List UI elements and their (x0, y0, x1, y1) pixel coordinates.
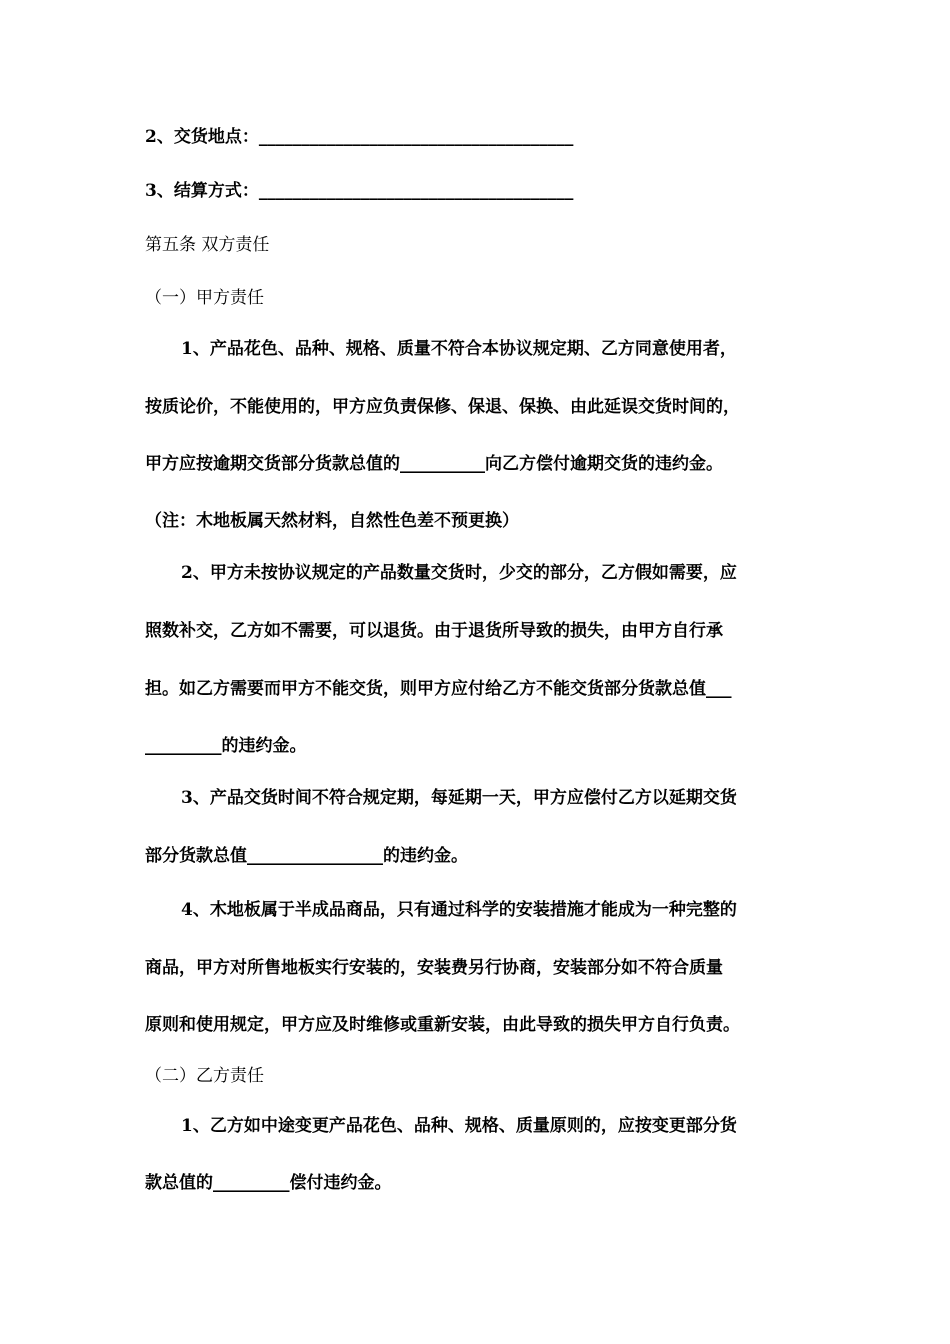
clause-a2-line-4: _________的违约金。 (145, 736, 307, 756)
clause-a3-line-2: 部分货款总值________________的违约金。 (145, 846, 468, 866)
clause-a4-line-1: 4、木地板属于半成品商品，只有通过科学的安装措施才能成为一种完整的 (181, 900, 737, 920)
clause-a1-line-1: 1、产品花色、品种、规格、质量不符合本协议规定期、乙方同意使用者， (181, 339, 737, 359)
clause-a1-note: （注：木地板属天然材料，自然性色差不预更换） (145, 511, 519, 531)
article-five-heading: 第五条 双方责任 (145, 235, 270, 255)
clause-a2-line-3: 担。如乙方需要而甲方不能交货，则甲方应付给乙方不能交货部分货款总值___ (145, 679, 732, 699)
clause-b1-line-2: 款总值的_________偿付违约金。 (145, 1173, 392, 1193)
clause-a1-line-2: 按质论价，不能使用的，甲方应负责保修、保退、保换、由此延误交货时间的， (145, 397, 740, 417)
party-a-responsibility-heading: （一）甲方责任 (145, 288, 264, 308)
party-b-responsibility-heading: （二）乙方责任 (145, 1066, 264, 1086)
clause-a3-line-1: 3、产品交货时间不符合规定期，每延期一天，甲方应偿付乙方以延期交货 (181, 788, 737, 808)
clause-b1-line-1: 1、乙方如中途变更产品花色、品种、规格、质量原则的，应按变更部分货 (181, 1116, 737, 1136)
clause-a4-line-2: 商品，甲方对所售地板实行安装的，安装费另行协商，安装部分如不符合质量 (145, 958, 723, 978)
clause-a4-line-3: 原则和使用规定，甲方应及时维修或重新安装，由此导致的损失甲方自行负责。 (145, 1015, 740, 1035)
delivery-location-line: 2、交货地点：_____________________________________ (145, 127, 574, 147)
settlement-method-line: 3、结算方式：_____________________________________ (145, 181, 574, 201)
clause-a2-line-1: 2、甲方未按协议规定的产品数量交货时，少交的部分，乙方假如需要，应 (181, 563, 737, 583)
clause-a2-line-2: 照数补交，乙方如不需要，可以退货。由于退货所导致的损失，由甲方自行承 (145, 621, 723, 641)
clause-a1-line-3: 甲方应按逾期交货部分货款总值的__________向乙方偿付逾期交货的违约金。 (145, 454, 723, 474)
